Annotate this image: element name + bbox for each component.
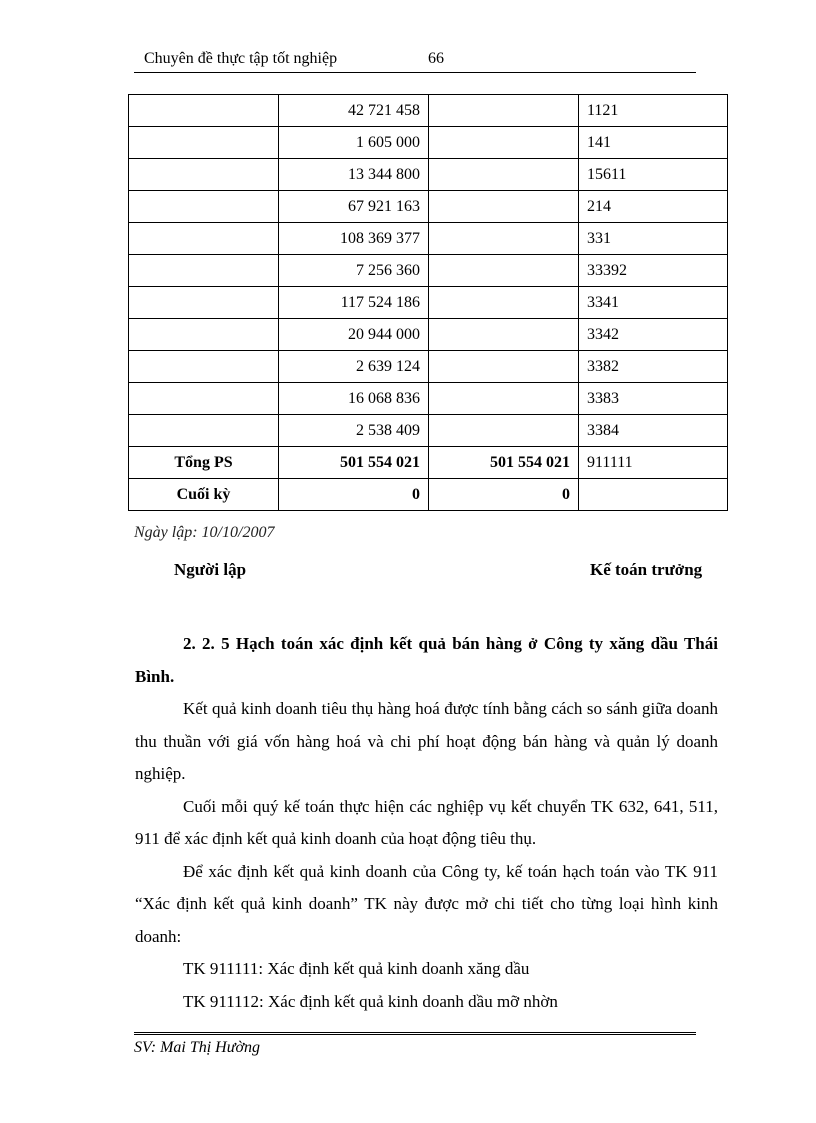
debit-cell: 2 538 409 (279, 415, 429, 447)
debit-cell: 16 068 836 (279, 383, 429, 415)
table-cell (129, 415, 279, 447)
debit-cell: 2 639 124 (279, 351, 429, 383)
account-cell: 3384 (579, 415, 728, 447)
total-row (129, 447, 728, 479)
closing-credit: 0 (429, 479, 579, 511)
closing-row (129, 479, 728, 511)
paragraph: Để xác định kết quả kinh doanh của Công ty, kế toán hạch toán vào TK 911 “Xác định kết quả kinh doanh” TK này được mở chi tiết cho từng loại hình kinh doanh: (135, 861, 718, 946)
table-cell (429, 415, 579, 447)
table-row (129, 127, 728, 159)
table-cell (429, 127, 579, 159)
debit-cell: 108 369 377 (279, 223, 429, 255)
table-cell (429, 255, 579, 287)
paragraph: Kết quả kinh doanh tiêu thụ hàng hoá được tính bằng cách so sánh giữa doanh thu thuần với giá vốn hàng hoá và chi phí hoạt động bán hàng và quản lý doanh nghiệp. (135, 699, 718, 783)
table-row (129, 223, 728, 255)
student-name: SV: Mai Thị Hường (134, 1039, 260, 1056)
debit-cell: 20 944 000 (279, 319, 429, 351)
debit-cell: 117 524 186 (279, 287, 429, 319)
paragraph: Cuối mỗi quý kế toán thực hiện các nghiệp vụ kết chuyển TK 632, 641, 511, 911 để xác định kết quả kinh doanh của hoạt động tiêu thụ. (135, 796, 718, 848)
table-row (129, 383, 728, 415)
table-row (129, 287, 728, 319)
account-line: TK 911111: Xác định kết quả kinh doanh xăng dầu (183, 959, 530, 978)
table-cell (429, 191, 579, 223)
account-cell: 3382 (579, 351, 728, 383)
account-line: TK 911112: Xác định kết quả kinh doanh dầu mỡ nhờn (183, 991, 558, 1011)
table-cell (129, 95, 279, 127)
table-cell (129, 223, 279, 255)
table-cell (429, 159, 579, 191)
table-row (129, 351, 728, 383)
table-row (129, 415, 728, 447)
table-row (129, 319, 728, 351)
signature-preparer: Người lập (174, 560, 247, 579)
table-row (129, 255, 728, 287)
account-cell: 3341 (579, 287, 728, 319)
account-cell: 15611 (579, 159, 728, 191)
signature-chief-accountant: Kế toán trưởng (590, 560, 703, 579)
table-cell (129, 127, 279, 159)
account-cell: 214 (579, 191, 728, 223)
table-row (129, 191, 728, 223)
account-cell: 33392 (579, 255, 728, 287)
table-row (129, 95, 728, 127)
total-credit: 501 554 021 (429, 447, 579, 479)
document-title: Chuyên đề thực tập tốt nghiệp (144, 50, 338, 67)
closing-label: Cuối kỳ (129, 479, 279, 511)
page-header (134, 48, 696, 73)
debit-cell: 42 721 458 (279, 95, 429, 127)
page-footer (134, 1032, 696, 1056)
table-cell (129, 287, 279, 319)
debit-cell: 1 605 000 (279, 127, 429, 159)
account-cell: 141 (579, 127, 728, 159)
account-cell: 331 (579, 223, 728, 255)
table-cell (429, 351, 579, 383)
table-cell (429, 383, 579, 415)
section-heading: 2. 2. 5 Hạch toán xác định kết quả bán hàng ở Công ty xăng dầu Thái Bình. (135, 634, 718, 686)
table-cell (429, 223, 579, 255)
table-cell (129, 383, 279, 415)
account-cell: 3342 (579, 319, 728, 351)
total-debit: 501 554 021 (279, 447, 429, 479)
table-cell (129, 191, 279, 223)
table-cell (429, 95, 579, 127)
table-cell (129, 351, 279, 383)
debit-cell: 13 344 800 (279, 159, 429, 191)
total-account: 911111 (579, 447, 728, 479)
account-cell: 3383 (579, 383, 728, 415)
ledger-table (128, 94, 728, 511)
total-label: Tổng PS (129, 447, 279, 479)
section-body (135, 628, 718, 1018)
page-number: 66 (428, 50, 444, 67)
table-cell (129, 319, 279, 351)
table-cell (429, 287, 579, 319)
table-row (129, 159, 728, 191)
table-cell (429, 319, 579, 351)
table-cell (129, 159, 279, 191)
closing-account (579, 479, 728, 511)
table-cell (129, 255, 279, 287)
date-line: Ngày lập: 10/10/2007 (134, 524, 275, 541)
debit-cell: 67 921 163 (279, 191, 429, 223)
debit-cell: 7 256 360 (279, 255, 429, 287)
account-cell: 1121 (579, 95, 728, 127)
closing-debit: 0 (279, 479, 429, 511)
